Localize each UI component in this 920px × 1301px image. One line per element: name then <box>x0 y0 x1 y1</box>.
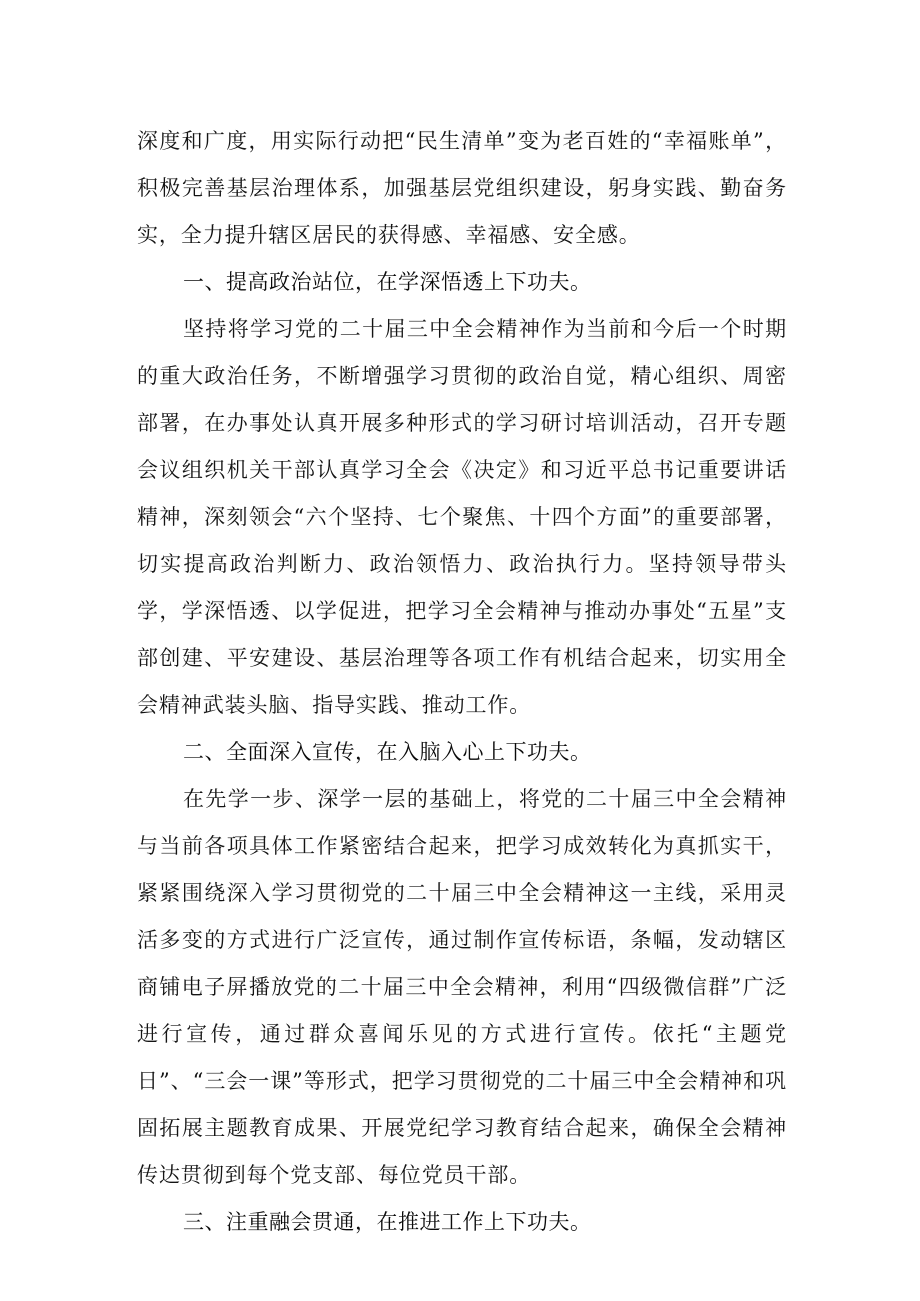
section-2-body: 在先学一步、深学一层的基础上，将党的二十届三中全会精神与当前各项具体工作紧密结合起来，把学习成效转化为真抓实干，紧紧围绕深入学习贯彻党的二十届三中全会精神这一主线，采用灵活多变的方式进行广泛宣传，通过制作宣传标语，条幅，发动辖区商铺电子屏播放党的二十届三中全会精神，利用“四级微信群”广泛进行宣传，通过群众喜闻乐见的方式进行宣传。依托“主题党日”、“三会一课”等形式，把学习贯彻党的二十届三中全会精神和巩固拓展主题教育成果、开展党纪学习教育结合起来，确保全会精神传达贯彻到每个党支部、每位党员干部。 <box>137 787 787 1187</box>
section-1-heading: 一、提高政治站位，在学深悟透上下功夫。 <box>183 270 592 294</box>
document-body <box>137 118 787 1246</box>
section-3-heading: 三、注重融会贯通，在推进工作上下功夫。 <box>183 1210 592 1234</box>
section-2-heading: 二、全面深入宣传，在入脑入心上下功夫。 <box>183 740 592 764</box>
section-1-body: 坚持将学习党的二十届三中全会精神作为当前和今后一个时期的重大政治任务，不断增强学习贯彻的政治自觉，精心组织、周密部署，在办事处认真开展多种形式的学习研讨培训活动，召开专题会议组织机关干部认真学习全会《决定》和习近平总书记重要讲话精神，深刻领会“六个坚持、七个聚焦、十四个方面”的重要部署，切实提高政治判断力、政治领悟力、政治执行力。坚持领导带头学，学深悟透、以学促进，把学习全会精神与推动办事处“五星”支部创建、平安建设、基层治理等各项工作有机结合起来，切实用全会精神武装头脑、指导实践、推动工作。 <box>137 317 787 717</box>
intro-paragraph: 深度和广度，用实际行动把“民生清单”变为老百姓的“幸福账单”，积极完善基层治理体系，加强基层党组织建设，躬身实践、勤奋务实，全力提升辖区居民的获得感、幸福感、安全感。 <box>137 129 787 247</box>
